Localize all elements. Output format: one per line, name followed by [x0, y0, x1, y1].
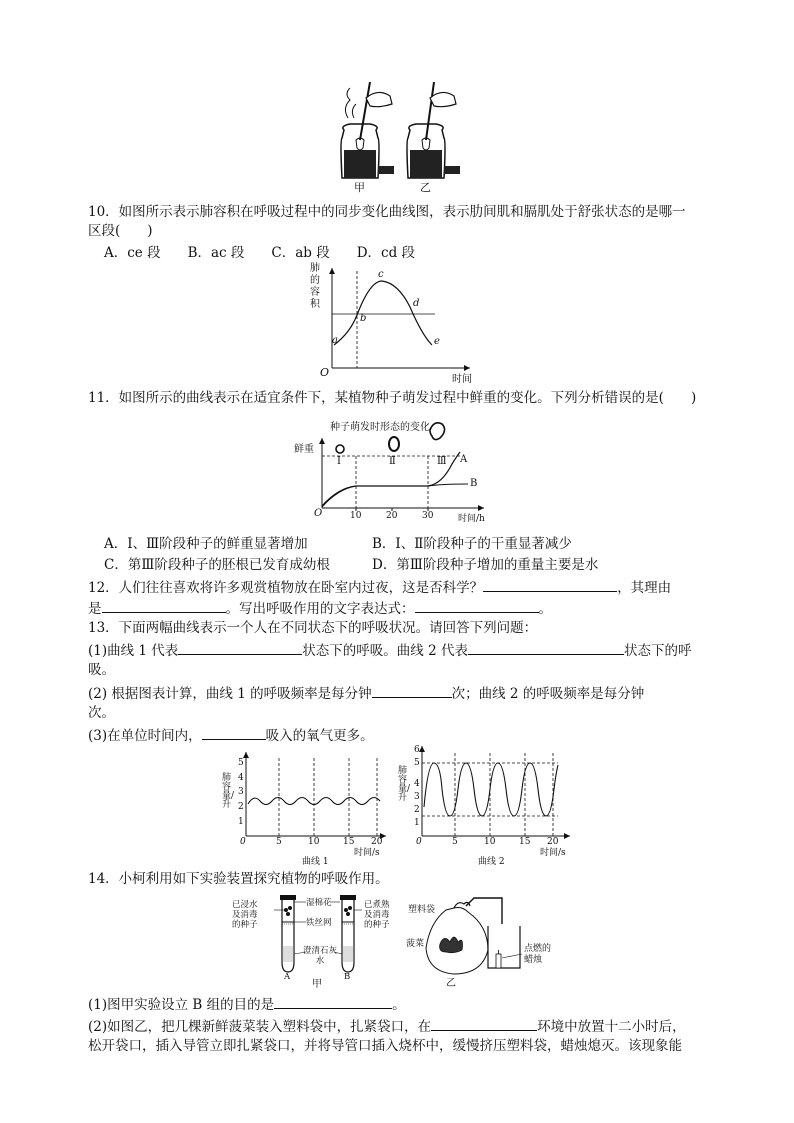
lung-point-a: a: [332, 335, 338, 346]
seed-origin: O: [314, 508, 323, 519]
chart2-ytick-4: 4: [414, 779, 420, 789]
q13-line1: 13．下面两幅曲线表示一个人在不同状态下的呼吸状况。请回答下列问题：: [88, 620, 538, 636]
seed-graph-title: 种子萌发时形态的变化: [330, 422, 430, 433]
jar-illustration: [330, 78, 470, 196]
q13-text-4b: 次；曲线 2 的呼吸频率是每分钟: [451, 686, 645, 702]
seed-curve-b: B: [470, 478, 478, 489]
chart1-ytick-5: 5: [238, 758, 244, 768]
seed-tick-20: 20: [386, 511, 398, 521]
tube-label-limewater: 澄清石灰水: [302, 946, 337, 966]
q14-line4: 松开袋口，插入导管立即扎紧袋口，并将导管口插入烧杯中，缓慢挤压塑料袋，蜡烛熄灭。该现象能: [88, 1038, 682, 1054]
q13-text-4a: (2) 根据图表计算，曲线 1 的呼吸频率是每分钟: [88, 686, 372, 702]
q14-text-2b: 。: [392, 997, 406, 1013]
q12-text-2b: 。写出呼吸作用的文字表达式：: [225, 601, 415, 617]
seed-stage-2: Ⅱ: [389, 456, 396, 467]
chart2-xtick-5: 5: [452, 837, 458, 847]
q12-text-1b: ，其理由: [617, 580, 672, 596]
fig-label-yi: 乙: [420, 181, 431, 194]
q13-line4: [88, 683, 644, 704]
q14-line1: 14．小柯利用如下实验装置探究植物的呼吸作用。: [88, 871, 389, 887]
q13-text-2c: 状态下的呼: [623, 643, 692, 659]
q13-text-2a: (1)曲线 1 代表: [88, 643, 179, 659]
spinach-label: 菠菜: [406, 939, 425, 949]
bag-label: 塑料袋: [408, 905, 436, 915]
fig-label-jia: 甲: [354, 181, 365, 194]
lung-ylabel: 肺的容积: [310, 263, 320, 310]
seed-germination-graph: [292, 416, 492, 526]
q14-blank-2[interactable]: [431, 1016, 537, 1031]
tube-label-boiled-seeds: 已煮熟及消毒的种子: [364, 900, 390, 930]
lung-point-b: b: [360, 313, 367, 324]
chart2-ytick-5: 5: [414, 758, 420, 768]
chart1-ytick-3: 3: [238, 787, 244, 797]
q10-text-line2: 区段( ): [88, 223, 153, 239]
chart2-caption: 曲线 2: [478, 857, 505, 867]
q12-text-2c: 。: [538, 601, 552, 617]
lung-point-e: e: [434, 336, 440, 347]
q13-text-2b: 状态下的呼吸。曲线 2 代表: [302, 643, 468, 659]
tube-label-a: A: [284, 972, 291, 982]
q14-text-2a: (1)图甲实验设立 B 组的目的是: [88, 997, 275, 1013]
q10-text-line1: 10．如图所示表示肺容积在呼吸过程中的同步变化曲线图，表示肋间肌和膈肌处于舒张状态的是哪一: [88, 204, 686, 220]
chart2-ylabel: 肺容量/升: [398, 766, 411, 803]
q12-text-2a: 是: [88, 601, 102, 617]
seed-tick-30: 30: [422, 511, 434, 521]
chart1-xtick-0: 0: [240, 837, 246, 847]
q11-option-d: D．第Ⅲ阶段种子增加的重量主要是水: [372, 557, 599, 573]
chart1-xtick-10: 10: [308, 837, 320, 847]
q14-line2: [88, 994, 406, 1015]
bag-candle-figure: [406, 892, 570, 989]
jar-experiment-figure: [330, 78, 470, 196]
chart1-xtick-15: 15: [343, 837, 355, 847]
q13-line3: 吸。: [88, 662, 115, 678]
lung-xlabel: 时间: [452, 374, 472, 385]
lung-origin: O: [320, 366, 330, 379]
q11-option-c: C．第Ⅲ阶段种子的胚根已发育成幼根: [104, 557, 330, 573]
q14-text-3a: (2)如图乙，把几棵新鲜菠菜装入塑料袋中，扎紧袋口，在: [88, 1019, 432, 1035]
chart2-xtick-0: 0: [416, 837, 422, 847]
test-tube-figure: [232, 892, 394, 990]
tube-label-b: B: [344, 972, 351, 982]
seed-xlabel: 时间/h: [458, 514, 485, 524]
chart1-xtick-20: 20: [371, 837, 383, 847]
chart1-caption: 曲线 1: [302, 857, 329, 867]
tube-label-soaked-seeds: 已浸水及消毒的种子: [232, 900, 258, 930]
lung-volume-graph: [310, 263, 480, 388]
q14-blank-1[interactable]: [274, 994, 392, 1009]
q13-blank-1[interactable]: [178, 640, 302, 655]
q10-options: A．ce 段 B．ac 段 C．ab 段 D．cd 段: [104, 245, 416, 261]
q13-line2: [88, 640, 691, 661]
q12-blank-3[interactable]: [415, 598, 539, 613]
lung-point-c: c: [378, 269, 384, 280]
seed-tick-10: 10: [350, 511, 362, 521]
chart2-ytick-6: 6: [414, 745, 420, 755]
q12-text-1a: 12．人们往往喜欢将许多观赏植物放在卧室内过夜，这是否科学？: [88, 580, 484, 596]
seed-ylabel: 鲜重: [294, 444, 314, 455]
tube-label-wire-mesh: 铁丝网: [306, 918, 332, 928]
q11-option-a: A．Ⅰ、Ⅲ阶段种子的鲜重显著增加: [104, 536, 308, 552]
breathing-chart-2: [398, 743, 576, 866]
chart1-ylabel: 肺容量/升: [222, 773, 235, 810]
q13-text-6b: 吸入的氧气更多。: [265, 728, 374, 744]
q12-blank-2[interactable]: [102, 598, 226, 613]
q13-line5: 次。: [88, 705, 115, 721]
chart1-xlabel: 时间/s: [354, 848, 380, 858]
chart2-xlabel: 时间/s: [540, 848, 566, 858]
q14-text-3b: 环境中放置十二小时后，: [537, 1019, 686, 1035]
tube-figure-caption: 甲: [312, 979, 322, 990]
chart1-xtick-5: 5: [276, 837, 282, 847]
seed-stage-3: Ⅲ: [437, 456, 447, 467]
q11-text-line1: 11．如图所示的曲线表示在适宜条件下，某植物种子萌发过程中鲜重的变化。下列分析错误的是( ): [88, 390, 697, 406]
chart2-ytick-1: 1: [414, 818, 420, 828]
chart1-ytick-2: 2: [238, 802, 244, 812]
q13-blank-3[interactable]: [372, 683, 452, 698]
q12-line1: [88, 577, 671, 598]
q12-line2: [88, 598, 552, 619]
chart2-xtick-10: 10: [484, 837, 496, 847]
chart1-ytick-4: 4: [238, 773, 244, 783]
candle-label: 点燃的蜡烛: [524, 944, 552, 965]
tube-label-wet-cotton: 湿棉花: [306, 898, 332, 908]
seed-stage-1: Ⅰ: [337, 456, 341, 467]
q11-option-b: B．Ⅰ、Ⅱ阶段种子的干重显著减少: [372, 536, 572, 552]
chart2-xtick-20: 20: [547, 837, 559, 847]
q13-blank-2[interactable]: [468, 640, 624, 655]
q13-line6: [88, 725, 374, 746]
chart2-xtick-15: 15: [519, 837, 531, 847]
bag-figure-caption: 乙: [446, 978, 456, 989]
chart2-ytick-2: 2: [414, 805, 420, 815]
q13-blank-4[interactable]: [202, 725, 266, 740]
chart1-ytick-1: 1: [238, 817, 244, 827]
q14-line3: [88, 1016, 686, 1037]
q13-text-6a: (3)在单位时间内，: [88, 728, 202, 744]
seed-curve-a: A: [460, 454, 468, 465]
breathing-chart-1: [222, 748, 392, 866]
chart2-ytick-3: 3: [414, 792, 420, 802]
lung-point-d: d: [413, 298, 420, 309]
q12-blank-1[interactable]: [483, 577, 617, 592]
